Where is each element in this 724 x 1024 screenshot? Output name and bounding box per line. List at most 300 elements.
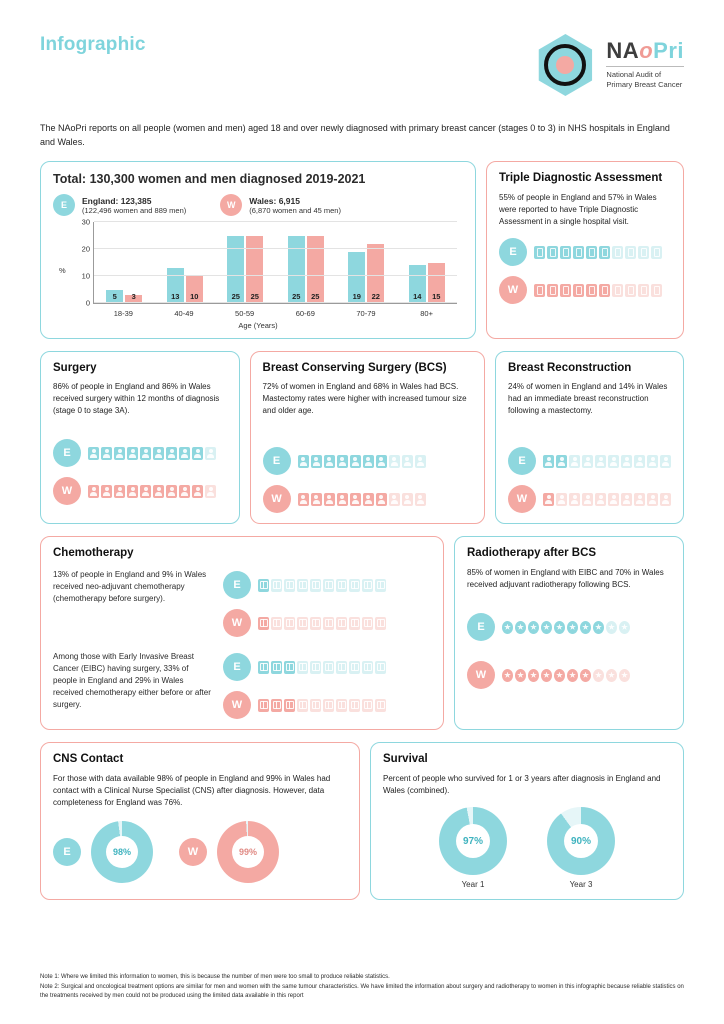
footnote-2: Note 2: Surgical and oncological treatment options are similar for men and women with the same tumour characteristics. We have limited the information about surgery and radiotherapy to women in this infographic because reliable statistics on the treatments received by men could not be produced using the limited data available in this report (40, 984, 684, 999)
y-axis-tick: 20 (81, 244, 90, 254)
wales-badge: W (467, 661, 495, 689)
bar-value-label: 25 (250, 292, 259, 301)
person-icon (621, 493, 632, 506)
logo-pri: Pri (653, 38, 684, 63)
survival-year1-value: 97% (456, 824, 490, 858)
star-icon (567, 669, 578, 682)
wales-badge: W (223, 691, 251, 719)
bar-england-70-79 (348, 252, 365, 303)
person-icon (88, 447, 99, 460)
surgery-england-icons (88, 447, 216, 460)
bar-england-50-59 (227, 236, 244, 304)
chart-plot-area (81, 217, 457, 308)
book-icon (349, 661, 360, 674)
book-icon (258, 661, 269, 674)
person-icon (114, 485, 125, 498)
doc-icon (547, 284, 558, 297)
survival-year1-donut (439, 807, 507, 875)
chart-bar-group (409, 222, 445, 303)
bar-wales-80+ (428, 263, 445, 304)
survival-year1 (439, 807, 507, 889)
bcs-england-icons (298, 455, 426, 468)
cns-wales-donut (217, 821, 279, 883)
doc-icon (560, 284, 571, 297)
logo-text (606, 34, 684, 90)
cns-england-group (53, 821, 153, 883)
person-icon (311, 493, 322, 506)
england-badge: E (223, 571, 251, 599)
book-icon (375, 661, 386, 674)
person-icon (402, 455, 413, 468)
england-badge: E (508, 447, 536, 475)
person-icon (114, 447, 125, 460)
person-icon (543, 455, 554, 468)
chart-bar-group (288, 222, 324, 303)
england-badge: E (53, 439, 81, 467)
tda-england-icons (534, 246, 662, 259)
england-badge: E (53, 838, 81, 866)
total-diagnosed-card (40, 161, 476, 339)
person-icon (543, 493, 554, 506)
person-icon (140, 485, 151, 498)
reconstruction-england-icons (543, 455, 671, 468)
chart-bar-group (227, 222, 263, 303)
age-distribution-chart (53, 217, 463, 330)
footnotes (40, 973, 684, 1002)
person-icon (376, 455, 387, 468)
y-axis-label: % (59, 266, 66, 275)
person-icon (166, 447, 177, 460)
person-icon (582, 493, 593, 506)
person-icon (634, 455, 645, 468)
star-icon (554, 621, 565, 634)
chemo2-england-row (223, 653, 431, 681)
chemo-neoadjuvant-text: 13% of people in England and 9% in Wales received neo-adjuvant chemotherapy (chemotherapy before surgery). (53, 570, 207, 603)
bar-value-label: 25 (292, 292, 301, 301)
surgery-card (40, 351, 240, 524)
doc-icon (638, 246, 649, 259)
doc-icon (625, 284, 636, 297)
star-icon (515, 621, 526, 634)
wales-summary (220, 194, 341, 216)
person-icon (582, 455, 593, 468)
book-icon (297, 579, 308, 592)
person-icon (298, 493, 309, 506)
book-icon (310, 579, 321, 592)
tda-wales-row (499, 276, 671, 304)
book-icon (336, 579, 347, 592)
intro-paragraph: The NAoPri reports on all people (women and men) aged 18 and over newly diagnosed with primary breast cancer (stages 0 to 3) in NHS hospitals in England and Wales. (40, 123, 670, 147)
chemo2-england-icons (258, 661, 386, 674)
book-icon (375, 579, 386, 592)
star-icon (515, 669, 526, 682)
row-surgery-bcs-reconstruction (40, 351, 684, 524)
person-icon (101, 447, 112, 460)
row-cns-survival (40, 742, 684, 900)
survival-body: Percent of people who survived for 1 or 3 years after diagnosis in England and Wales (combined). (383, 774, 661, 795)
england-total: England: 123,385 (82, 195, 152, 206)
star-icon (554, 669, 565, 682)
bar-value-label: 15 (432, 292, 441, 301)
chemo-block-eibc (53, 651, 431, 719)
doc-icon (625, 246, 636, 259)
person-icon (647, 493, 658, 506)
person-icon (298, 455, 309, 468)
survival-year3-label: Year 3 (569, 880, 593, 889)
survival-year3 (547, 807, 615, 889)
star-icon (541, 621, 552, 634)
person-icon (324, 493, 335, 506)
chart-bar-group (106, 222, 142, 303)
star-icon (580, 621, 591, 634)
star-icon (606, 621, 617, 634)
chart-gridline (94, 302, 457, 303)
star-icon (593, 669, 604, 682)
star-icon (593, 621, 604, 634)
person-icon (205, 447, 216, 460)
row-total-and-tda (40, 161, 684, 339)
book-icon (284, 579, 295, 592)
y-axis-tick: 10 (81, 271, 90, 281)
person-icon (101, 485, 112, 498)
person-icon (350, 493, 361, 506)
chart-gridline (94, 221, 457, 222)
wales-badge: W (263, 485, 291, 513)
chart-gridline (94, 275, 457, 276)
logo-o: o (639, 38, 654, 63)
bar-value-label: 5 (112, 292, 117, 301)
cns-body: For those with data available 98% of people in England and 99% in Wales had contact with a Clinical Nurse Specialist (CNS) after diagnosis. However, data completeness for England was 76%. (53, 774, 331, 807)
book-icon (258, 579, 269, 592)
star-icon (528, 621, 539, 634)
wales-total: Wales: 6,915 (249, 195, 300, 206)
person-icon (127, 447, 138, 460)
person-icon (192, 447, 203, 460)
book-icon (336, 617, 347, 630)
star-icon (619, 669, 630, 682)
survival-year3-donut (547, 807, 615, 875)
book-icon (271, 579, 282, 592)
person-icon (337, 493, 348, 506)
person-icon (569, 455, 580, 468)
person-icon (192, 485, 203, 498)
england-breakdown: (122,496 women and 889 men) (82, 205, 187, 215)
wales-badge: W (220, 194, 242, 216)
surgery-title: Surgery (53, 362, 97, 374)
cns-donuts (53, 821, 347, 883)
person-icon (402, 493, 413, 506)
doc-icon (599, 246, 610, 259)
page-title: Infographic (40, 34, 146, 55)
nation-summary (53, 194, 463, 216)
book-icon (336, 699, 347, 712)
star-icon (502, 669, 513, 682)
book-icon (362, 579, 373, 592)
wales-badge: W (508, 485, 536, 513)
radiotherapy-title: Radiotherapy after BCS (467, 547, 597, 559)
breast-reconstruction-card (495, 351, 684, 524)
book-icon (375, 617, 386, 630)
doc-icon (651, 246, 662, 259)
bar-wales-50-59 (246, 236, 263, 304)
doc-icon (573, 246, 584, 259)
chemo-neoadjuvant-icons (223, 569, 431, 637)
person-icon (660, 455, 671, 468)
bar-england-60-69 (288, 236, 305, 304)
bar-value-label: 19 (352, 292, 361, 301)
star-icon (567, 621, 578, 634)
doc-icon (612, 284, 623, 297)
row-chemo-radiotherapy (40, 536, 684, 730)
book-icon (297, 617, 308, 630)
wales-badge: W (499, 276, 527, 304)
person-icon (179, 485, 190, 498)
logo-subtitle-line2: Primary Breast Cancer (606, 80, 683, 90)
wales-badge: W (223, 609, 251, 637)
bar-value-label: 14 (413, 292, 422, 301)
doc-icon (638, 284, 649, 297)
bar-value-label: 22 (371, 292, 380, 301)
book-icon (258, 617, 269, 630)
doc-icon (534, 246, 545, 259)
bar-value-label: 25 (311, 292, 320, 301)
radiotherapy-wales-icons (502, 669, 630, 682)
book-icon (284, 661, 295, 674)
person-icon (415, 493, 426, 506)
bar-wales-40-49 (186, 276, 203, 303)
x-axis-tick-labels (93, 309, 457, 318)
triple-diagnostic-title: Triple Diagnostic Assessment (499, 172, 663, 184)
person-icon (153, 485, 164, 498)
bcs-wales-icons (298, 493, 426, 506)
star-icon (502, 621, 513, 634)
wales-breakdown: (6,870 women and 45 men) (249, 205, 341, 215)
book-icon (258, 699, 269, 712)
reconstruction-title: Breast Reconstruction (508, 362, 632, 374)
logo-divider (606, 66, 684, 67)
person-icon (608, 493, 619, 506)
person-icon (205, 485, 216, 498)
person-icon (363, 455, 374, 468)
radiotherapy-wales-row (467, 661, 671, 689)
survival-card (370, 742, 684, 900)
total-card-title: Total: 130,300 women and men diagnosed 2019-2021 (53, 172, 366, 186)
star-icon (528, 669, 539, 682)
x-axis-tick: 60-69 (295, 309, 315, 318)
doc-icon (547, 246, 558, 259)
x-axis-tick: 80+ (420, 309, 433, 318)
y-axis-tick: 0 (85, 298, 90, 308)
person-icon (166, 485, 177, 498)
logo-wordmark (606, 38, 684, 64)
x-axis-tick: 70-79 (356, 309, 376, 318)
person-icon (311, 455, 322, 468)
chemotherapy-card (40, 536, 444, 730)
reconstruction-body: 24% of women in England and 14% in Wales had an immediate breast reconstruction following a mastectomy. (508, 382, 668, 415)
chemo2-wales-icons (258, 699, 386, 712)
book-icon (297, 699, 308, 712)
surgery-wales-row (53, 477, 227, 505)
book-icon (349, 579, 360, 592)
person-icon (179, 447, 190, 460)
doc-icon (612, 246, 623, 259)
book-icon (284, 699, 295, 712)
tda-wales-icons (534, 284, 662, 297)
doc-icon (586, 284, 597, 297)
england-badge: E (53, 194, 75, 216)
person-icon (376, 493, 387, 506)
person-icon (153, 447, 164, 460)
x-axis-tick: 18-39 (113, 309, 133, 318)
bar-value-label: 10 (190, 292, 199, 301)
person-icon (621, 455, 632, 468)
y-axis-tick: 30 (81, 217, 90, 227)
book-icon (323, 699, 334, 712)
chemo1-england-icons (258, 579, 386, 592)
doc-icon (599, 284, 610, 297)
chemo1-wales-icons (258, 617, 386, 630)
bcs-england-row (263, 447, 472, 475)
book-icon (323, 661, 334, 674)
wales-badge: W (53, 477, 81, 505)
footnote-1: Note 1: Where we limited this information to women, this is because the number of men were too small to produce reliable statistics. (40, 974, 390, 980)
logo-na: NA (606, 38, 640, 63)
book-icon (310, 617, 321, 630)
star-icon (619, 621, 630, 634)
book-icon (297, 661, 308, 674)
person-icon (415, 455, 426, 468)
cns-england-value: 98% (106, 836, 138, 868)
person-icon (324, 455, 335, 468)
star-icon (541, 669, 552, 682)
cns-contact-card (40, 742, 360, 900)
book-icon (284, 617, 295, 630)
book-icon (349, 699, 360, 712)
cns-wales-value: 99% (232, 836, 264, 868)
england-badge: E (467, 613, 495, 641)
book-icon (375, 699, 386, 712)
person-icon (556, 455, 567, 468)
radiotherapy-england-icons (502, 621, 630, 634)
book-icon (271, 617, 282, 630)
book-icon (310, 699, 321, 712)
bar-england-80+ (409, 265, 426, 303)
book-icon (271, 699, 282, 712)
chemo-block-neoadjuvant (53, 569, 431, 637)
chemo1-england-row (223, 571, 431, 599)
book-icon (310, 661, 321, 674)
survival-year1-label: Year 1 (461, 880, 485, 889)
bcs-body: 72% of women in England and 68% in Wales had BCS. Mastectomy rates were higher with increased tumour size and older age. (262, 382, 467, 415)
person-icon (647, 455, 658, 468)
page-header (40, 0, 684, 96)
radiotherapy-card (454, 536, 684, 730)
surgery-wales-icons (88, 485, 216, 498)
x-axis-tick: 40-49 (174, 309, 194, 318)
book-icon (362, 617, 373, 630)
reconstruction-england-row (508, 447, 671, 475)
person-icon (140, 447, 151, 460)
book-icon (362, 661, 373, 674)
chemotherapy-title: Chemotherapy (53, 547, 134, 559)
surgery-body: 86% of people in England and 86% in Wales received surgery within 12 months of diagnosis (stage 0 to stage 3A). (53, 382, 220, 415)
person-icon (556, 493, 567, 506)
bar-value-label: 3 (131, 292, 136, 301)
triple-diagnostic-card (486, 161, 684, 339)
cns-wales-group (179, 821, 279, 883)
chart-gridline (94, 248, 457, 249)
x-axis-title: Age (Years) (238, 321, 278, 330)
chemo-eibc-icons (223, 651, 431, 719)
survival-title: Survival (383, 753, 428, 765)
chart-bars (94, 222, 457, 303)
surgery-england-row (53, 439, 227, 467)
reconstruction-wales-icons (543, 493, 671, 506)
england-badge: E (263, 447, 291, 475)
person-icon (660, 493, 671, 506)
doc-icon (573, 284, 584, 297)
book-icon (271, 661, 282, 674)
cns-title: CNS Contact (53, 753, 124, 765)
naopri-logo (534, 34, 684, 96)
person-icon (569, 493, 580, 506)
person-icon (389, 493, 400, 506)
doc-icon (586, 246, 597, 259)
person-icon (363, 493, 374, 506)
bar-wales-60-69 (307, 236, 324, 304)
star-icon (606, 669, 617, 682)
book-icon (323, 579, 334, 592)
book-icon (349, 617, 360, 630)
bar-wales-70-79 (367, 244, 384, 303)
radiotherapy-england-row (467, 613, 671, 641)
person-icon (350, 455, 361, 468)
doc-icon (560, 246, 571, 259)
person-icon (595, 493, 606, 506)
book-icon (362, 699, 373, 712)
wales-badge: W (179, 838, 207, 866)
logo-subtitle-line1: National Audit of (606, 70, 662, 79)
bar-england-18-39 (106, 290, 123, 304)
person-icon (634, 493, 645, 506)
chemo1-wales-row (223, 609, 431, 637)
star-icon (580, 669, 591, 682)
bar-england-40-49 (167, 268, 184, 303)
bar-value-label: 13 (171, 292, 180, 301)
x-axis-tick: 50-59 (235, 309, 255, 318)
england-badge: E (499, 238, 527, 266)
logo-hexagon-icon (534, 34, 596, 96)
person-icon (389, 455, 400, 468)
person-icon (88, 485, 99, 498)
radiotherapy-body: 85% of women in England with EIBC and 70% in Wales received adjuvant radiotherapy following BCS. (467, 568, 664, 589)
england-summary (53, 194, 186, 216)
person-icon (608, 455, 619, 468)
bar-value-label: 25 (231, 292, 240, 301)
survival-year3-value: 90% (564, 824, 598, 858)
england-badge: E (223, 653, 251, 681)
tda-england-row (499, 238, 671, 266)
chart-bar-group (167, 222, 203, 303)
chart-bar-group (348, 222, 384, 303)
bcs-wales-row (263, 485, 472, 513)
breast-conserving-surgery-card (250, 351, 485, 524)
doc-icon (534, 284, 545, 297)
bcs-title: Breast Conserving Surgery (BCS) (262, 362, 447, 374)
person-icon (337, 455, 348, 468)
survival-donuts (383, 807, 671, 889)
person-icon (127, 485, 138, 498)
